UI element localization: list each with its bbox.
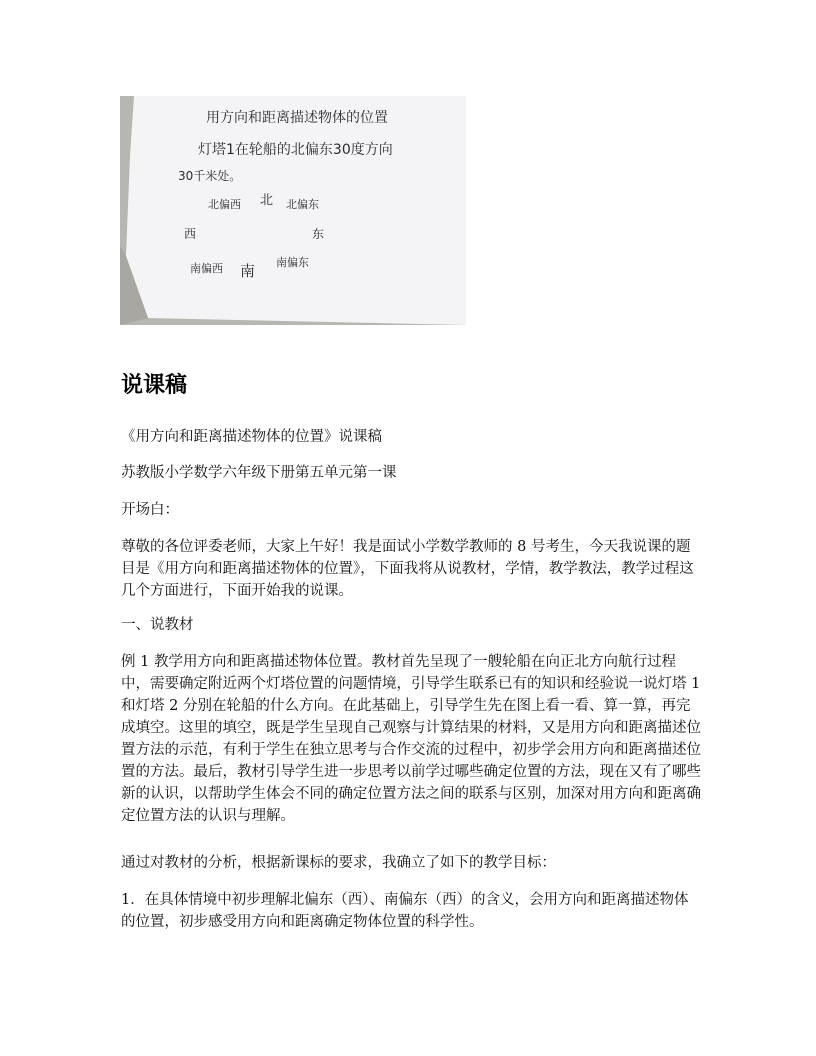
opening-label: 开场白： xyxy=(121,502,179,518)
compass-south: 南 xyxy=(240,262,256,280)
section1-paragraph: 例 1 教学用方向和距离描述物体位置。教材首先呈现了一艘轮船在向正北方向航行过程中，需要确定附近两个灯塔位置的问题情境，引导学生联系已有的知识和经验说一说灯塔 1 和灯塔 2 分别在轮船的什么方向。在此基础上，引导学生先在图上看一看、算一算，再完成填空。这里的填空，既是学生呈现自己观察与计算结果的材料，又是用方向和距离描述位置方法的示范，有利于学生在独立思考与合作交流的过程中，初步学会用方向和距离描述位置的方法。最后，教材引导学生进一步思考以前学过哪些确定位置的方法，现在又有了哪些新的认识，以帮助学生体会不同的确定位置方法之间的联系与区别，加深对用方向和距离确定位置方法的认识与理解。 xyxy=(121,654,701,824)
compass-southwest: 南偏西 xyxy=(190,262,223,275)
handwritten-note-drawing xyxy=(120,96,466,325)
opening-paragraph: 尊敬的各位评委老师，大家上午好！我是面试小学数学教师的 8 号考生，今天我说课的题目是《用方向和距离描述物体的位置》，下面我将从说教材，学情，教学教法，教学过程这几个方面进行，下面开始我的说课。 xyxy=(121,539,694,599)
lesson-title: 《用方向和距离描述物体的位置》说课稿 xyxy=(121,429,382,445)
note-sentence-line1: 灯塔1在轮船的北偏东30度方向 xyxy=(198,142,393,158)
compass-east: 东 xyxy=(312,227,325,241)
compass-west: 西 xyxy=(184,227,197,241)
compass-north: 北 xyxy=(260,193,274,208)
note-sentence-line2: 30千米处。 xyxy=(178,169,242,183)
textbook-info: 苏教版小学数学六年级下册第五单元第一课 xyxy=(121,465,397,481)
section1-title: 一、说教材 xyxy=(121,617,194,633)
goals-intro: 通过对教材的分析，根据新课标的要求，我确立了如下的教学目标： xyxy=(121,855,556,871)
compass-northeast: 北偏东 xyxy=(286,198,319,211)
note-title: 用方向和距离描述物体的位置 xyxy=(206,110,388,126)
page-heading: 说课稿 xyxy=(121,373,188,398)
handwritten-note-photo xyxy=(120,96,466,325)
goal-1: 1．在具体情境中初步理解北偏东（西）、南偏东（西）的含义，会用方向和距离描述物体的位置，初步感受用方向和距离确定物体位置的科学性。 xyxy=(121,892,689,930)
compass-northwest: 北偏西 xyxy=(208,198,241,211)
compass-southeast: 南偏东 xyxy=(276,256,309,269)
